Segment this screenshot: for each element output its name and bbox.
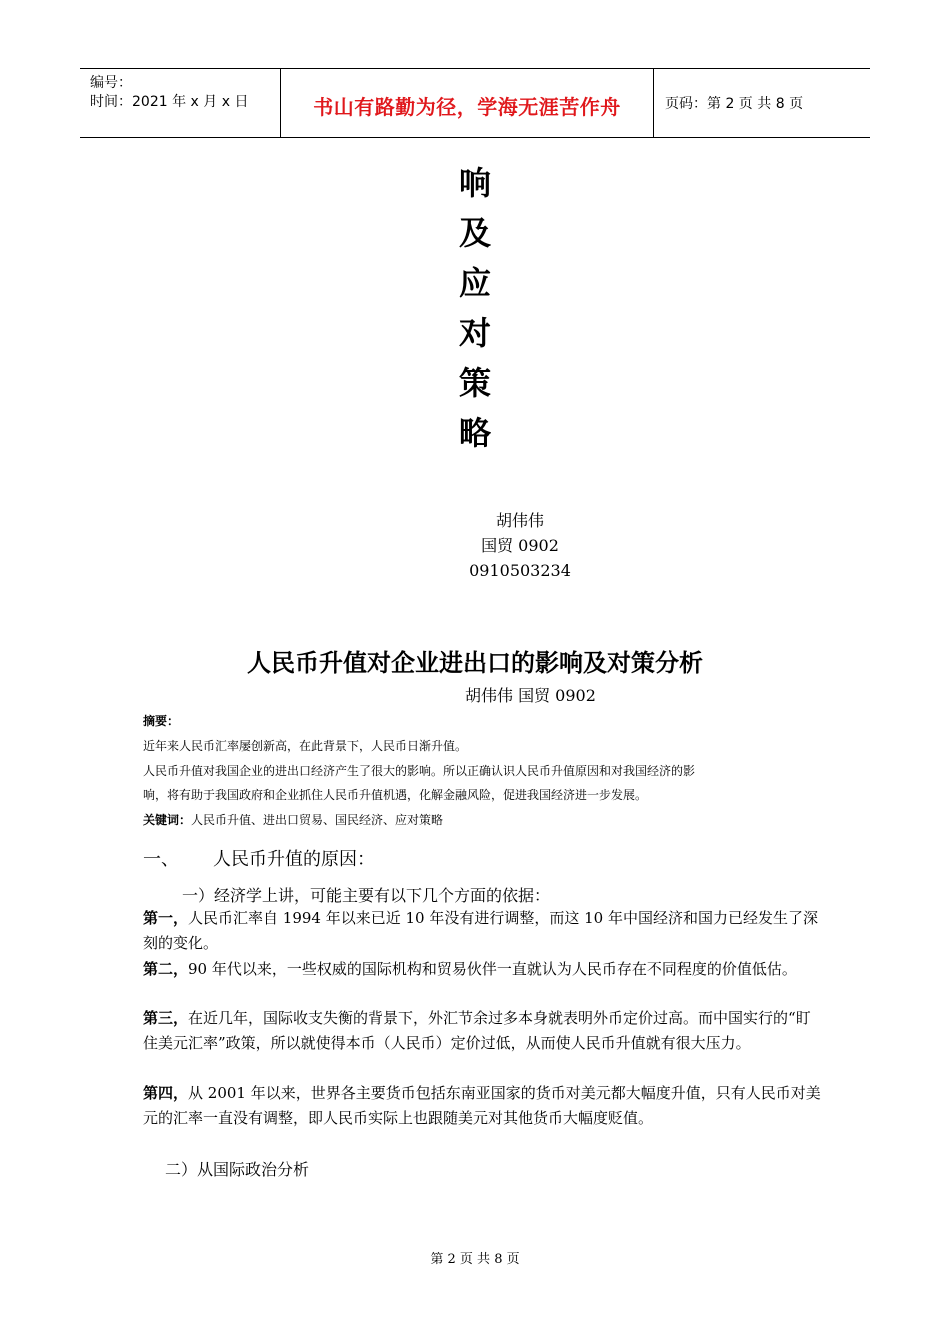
point-paragraph: [143, 906, 823, 956]
article-byline: 胡伟伟 国贸 0902: [465, 686, 596, 705]
vertical-title-char: 策: [458, 364, 491, 402]
point-text: 90 年代以来，一些权威的国际机构和贸易伙伴一直就认为人民币存在不同程度的价值低估。: [188, 960, 797, 978]
point-text: 在近几年，国际收支失衡的背景下，外汇节余过多本身就表明外币定价过高。而中国实行的“盯住美元汇率”政策，所以就使得本币（人民币）定价过低，从而使人民币升值就有很大压力。: [143, 1009, 811, 1052]
abstract-line: 响，将有助于我国政府和企业抓住人民币升值机遇，化解金融风险，促进我国经济进一步发展。: [143, 788, 648, 802]
header-page-cell: [655, 69, 870, 137]
vertical-title-char: 应: [458, 264, 491, 302]
abstract-line: 近年来人民币汇率屡创新高，在此背景下，人民币日渐升值。: [143, 739, 468, 753]
vertical-title-char: 对: [458, 314, 491, 352]
author-student-id: 0910503234: [469, 561, 571, 580]
section-1-heading: [143, 845, 375, 871]
point-text: 人民币汇率自 1994 年以来已近 10 年没有进行调整，而这 10 年中国经济和国力已经发生了深刻的变化。: [143, 909, 818, 952]
motto: 书山有路勤为径，学海无涯苦作舟: [313, 95, 621, 119]
point-paragraph: [143, 1081, 823, 1131]
page-footer: 第 2 页 共 8 页: [430, 1252, 520, 1267]
header-motto-cell: [281, 69, 654, 137]
header-info-cell: [80, 69, 281, 137]
keywords-text: 人民币升值、进出口贸易、国民经济、应对策略: [191, 813, 444, 827]
vertical-title-char: 响: [458, 164, 491, 202]
number-label: 编号：: [90, 75, 132, 91]
point-label: 第一，: [143, 909, 189, 927]
subsection-1-heading: 一）经济学上讲，可能主要有以下几个方面的依据：: [182, 886, 551, 905]
point-paragraph: [143, 1006, 823, 1056]
author-block: [440, 508, 600, 583]
time-label: 时间：2021 年 x 月 x 日: [90, 94, 249, 110]
point-label: 第三，: [143, 1009, 189, 1027]
abstract-line: 人民币升值对我国企业的进出口经济产生了很大的影响。所以正确认识人民币升值原因和对我国经济的影: [143, 764, 696, 778]
point-text: 从 2001 年以来，世界各主要货币包括东南亚国家的货币对美元都大幅度升值，只有人民币对美元的汇率一直没有调整，即人民币实际上也跟随美元对其他货币大幅度贬值。: [143, 1084, 821, 1127]
page-label: 页码：第 2 页 共 8 页: [665, 96, 804, 112]
keywords: [143, 811, 443, 828]
header-table: [80, 68, 870, 138]
author-class: 国贸 0902: [481, 536, 559, 555]
abstract-label: 摘要：: [143, 714, 180, 728]
author-name: 胡伟伟: [495, 511, 544, 530]
subsection-2-heading: 二）从国际政治分析: [165, 1160, 310, 1179]
point-label: 第四，: [143, 1084, 189, 1102]
vertical-title: [455, 158, 495, 458]
keywords-label: 关键词：: [143, 813, 192, 827]
section-1-number: 一、: [143, 849, 179, 870]
point-paragraph: [143, 957, 823, 982]
section-1-title: 人民币升值的原因：: [213, 849, 375, 870]
article-title: 人民币升值对企业进出口的影响及对策分析: [247, 649, 703, 677]
vertical-title-char: 及: [458, 214, 491, 252]
vertical-title-char: 略: [458, 414, 491, 452]
point-label: 第二，: [143, 960, 189, 978]
